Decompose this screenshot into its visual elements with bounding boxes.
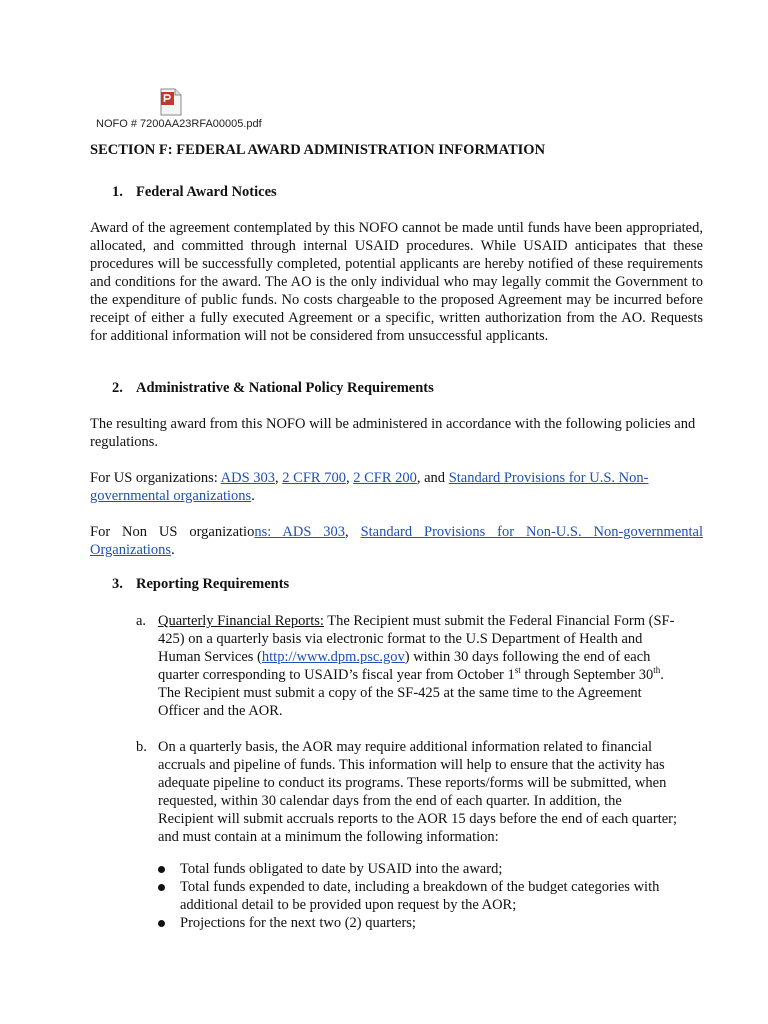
- dpm-psc-link[interactable]: http://www.dpm.psc.gov: [261, 649, 405, 665]
- us-organizations-paragraph: [90, 469, 703, 505]
- comma: ,: [275, 470, 283, 486]
- section-1-body: Award of the agreement contemplated by this NOFO cannot be made until funds have been appropriated, allocated, and committed through internal USAID procedures. While USAID anticipates that these procedures will be successfully completed, potential applicants are hereby notified of these requirements and conditions for the award. The AO is the only individual who may legally commit the Government to the expenditure of public funds. No costs chargeable to the proposed Agreement may be incurred before receipt of either a fully executed Agreement or a specific, written authorization from the AO. Requests for additional information will not be considered from unsuccessful applicants.: [90, 220, 703, 344]
- non-us-prefix: For Non US organizatio: [90, 524, 255, 540]
- section-2-heading: [112, 380, 434, 397]
- section-1-number: 1.: [112, 184, 123, 200]
- 2-cfr-700-link[interactable]: 2 CFR 700: [282, 470, 346, 486]
- period: .: [171, 542, 175, 558]
- list-item: [158, 914, 678, 932]
- item-a-letter: a.: [136, 613, 147, 629]
- section-1-heading: [112, 184, 277, 201]
- item-b-letter: b.: [136, 739, 147, 755]
- item-a-text-part: . The Recipient must submit a copy of the SF-425 at the same time to the Agreement Officer and the AOR.: [158, 667, 664, 719]
- list-item-text: Total funds obligated to date by USAID into the award;: [180, 861, 503, 877]
- superscript-th: th: [653, 665, 661, 676]
- comma: ,: [345, 524, 361, 540]
- section-2-intro: The resulting award from this NOFO will be administered in accordance with the following policies and regulations.: [90, 416, 696, 450]
- section-1-title: Federal Award Notices: [136, 184, 277, 200]
- section-3-heading: [112, 576, 289, 593]
- superscript-st: st: [514, 665, 521, 676]
- required-information-list: [158, 860, 678, 932]
- ads-303-link[interactable]: ADS 303: [220, 470, 276, 486]
- and-text: , and: [416, 470, 449, 486]
- standard-provisions-non-us-link[interactable]: Standard Provisions for Non-U.S. Non-governmental Organizations: [90, 524, 703, 558]
- item-a-text-part: ) within 30 days following the end of each quarter corresponding to USAID’s fiscal year from October 1: [158, 649, 651, 683]
- item-a-text: [158, 612, 678, 720]
- bullet-icon: [158, 866, 165, 873]
- quarterly-reports-heading: Quarterly Financial Reports:: [158, 613, 324, 629]
- section-3-number: 3.: [112, 576, 123, 592]
- pdf-file-icon[interactable]: [160, 88, 182, 116]
- list-item: [158, 860, 678, 878]
- ads-303-non-us-link[interactable]: ns: ADS 303: [254, 524, 346, 540]
- section-2-number: 2.: [112, 380, 123, 396]
- period: .: [251, 488, 255, 504]
- 2-cfr-200-link[interactable]: 2 CFR 200: [353, 470, 417, 486]
- list-item-text: Projections for the next two (2) quarters;: [180, 915, 416, 931]
- section-3-title: Reporting Requirements: [136, 576, 290, 592]
- item-a-text-part: The Recipient must submit the Federal Financial Form (SF-425) on a quarterly basis via electronic format to the U.S Department of Health and Human Services (: [158, 613, 675, 665]
- us-prefix: For US organizations:: [90, 470, 221, 486]
- attachment-filename[interactable]: NOFO # 7200AA23RFA00005.pdf: [96, 118, 262, 130]
- standard-provisions-us-link[interactable]: Standard Provisions for U.S. Non-governmental organizations: [90, 470, 649, 504]
- list-item: [158, 878, 678, 914]
- section-title: SECTION F: FEDERAL AWARD ADMINISTRATION INFORMATION: [90, 142, 546, 158]
- non-us-organizations-paragraph: [90, 523, 703, 559]
- bullet-icon: [158, 920, 165, 927]
- bullet-icon: [158, 884, 165, 891]
- comma: ,: [345, 470, 354, 486]
- item-b-text: On a quarterly basis, the AOR may require additional information related to financial accruals and pipeline of funds. This information will help to ensure that the activity has adequate pipeline to conduct its programs. These reports/forms will be submitted, when requested, within 30 calendar days from the end of each quarter. In addition, the Recipient will submit accruals reports to the AOR 15 days before the end of each quarter; and must contain at a minimum the following information:: [158, 739, 678, 845]
- item-a-text-part: through September 30: [520, 667, 654, 683]
- section-2-title: Administrative & National Policy Requirements: [136, 380, 434, 396]
- list-item-text: Total funds expended to date, including a breakdown of the budget categories with additional detail to be provided upon request by the AOR;: [180, 879, 660, 913]
